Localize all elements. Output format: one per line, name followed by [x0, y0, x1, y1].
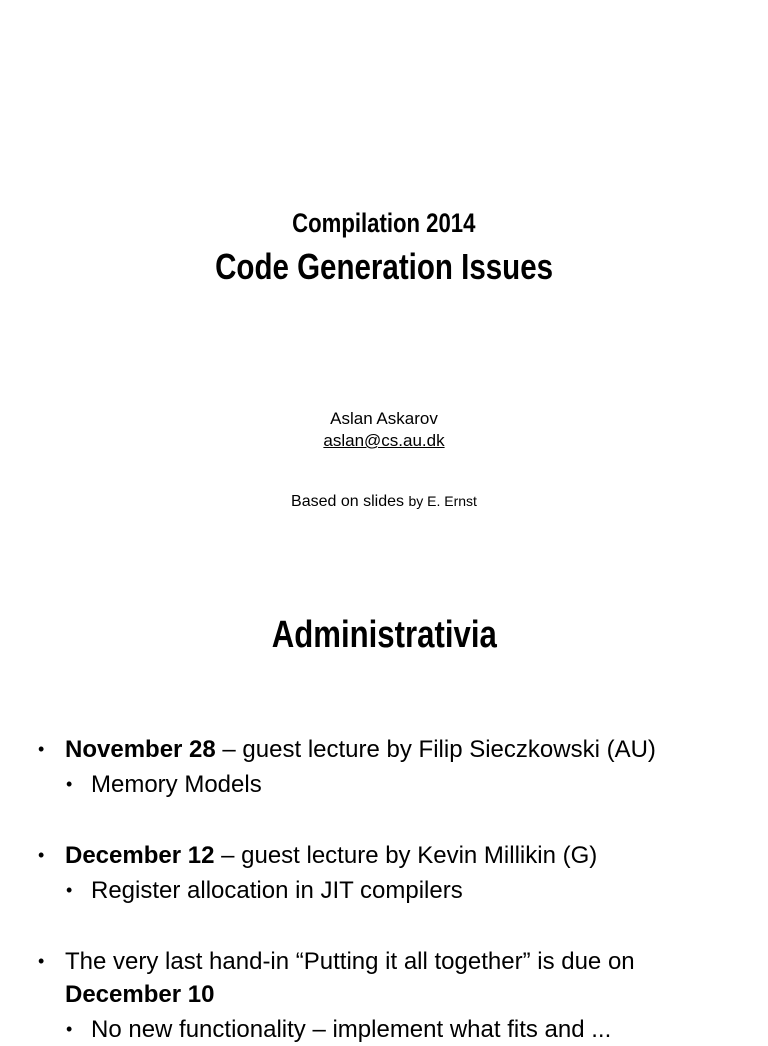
author-name: Aslan Askarov: [330, 409, 438, 428]
sub-bullet-icon: •: [66, 880, 73, 900]
section-title: Administrativia: [271, 614, 497, 656]
sub-list-item-text: Register allocation in JIT compilers: [91, 877, 463, 904]
based-on-suffix: by E. Ernst: [408, 493, 477, 509]
sub-bullet-icon: •: [66, 1019, 73, 1039]
sub-list-item-text: No new functionality – implement what fits and ...: [91, 1016, 612, 1043]
list-item-date: December 12: [65, 842, 215, 869]
sub-bullet-icon: •: [66, 774, 73, 794]
list-item-date: December 10: [65, 981, 215, 1008]
lecture-title: Code Generation Issues: [215, 246, 553, 287]
bullet-icon: •: [38, 739, 45, 759]
list-item-text: [65, 733, 656, 766]
course-title: Compilation 2014: [292, 208, 476, 238]
bullet-icon: •: [38, 951, 45, 971]
list-item-date: November 28: [65, 736, 216, 763]
list-item-text: The very last hand-in “Putting it all together” is due on: [65, 948, 635, 975]
author-email-link[interactable]: aslan@cs.au.dk: [323, 431, 445, 450]
sub-list-item-text: Memory Models: [91, 771, 262, 798]
list-item-text: [65, 839, 597, 872]
based-on-prefix: Based on slides: [291, 493, 405, 510]
list-item-description: – guest lecture by Kevin Millikin (G): [214, 842, 598, 869]
list-item-description: – guest lecture by Filip Sieczkowski (AU): [215, 736, 656, 763]
bullet-icon: •: [38, 845, 45, 865]
